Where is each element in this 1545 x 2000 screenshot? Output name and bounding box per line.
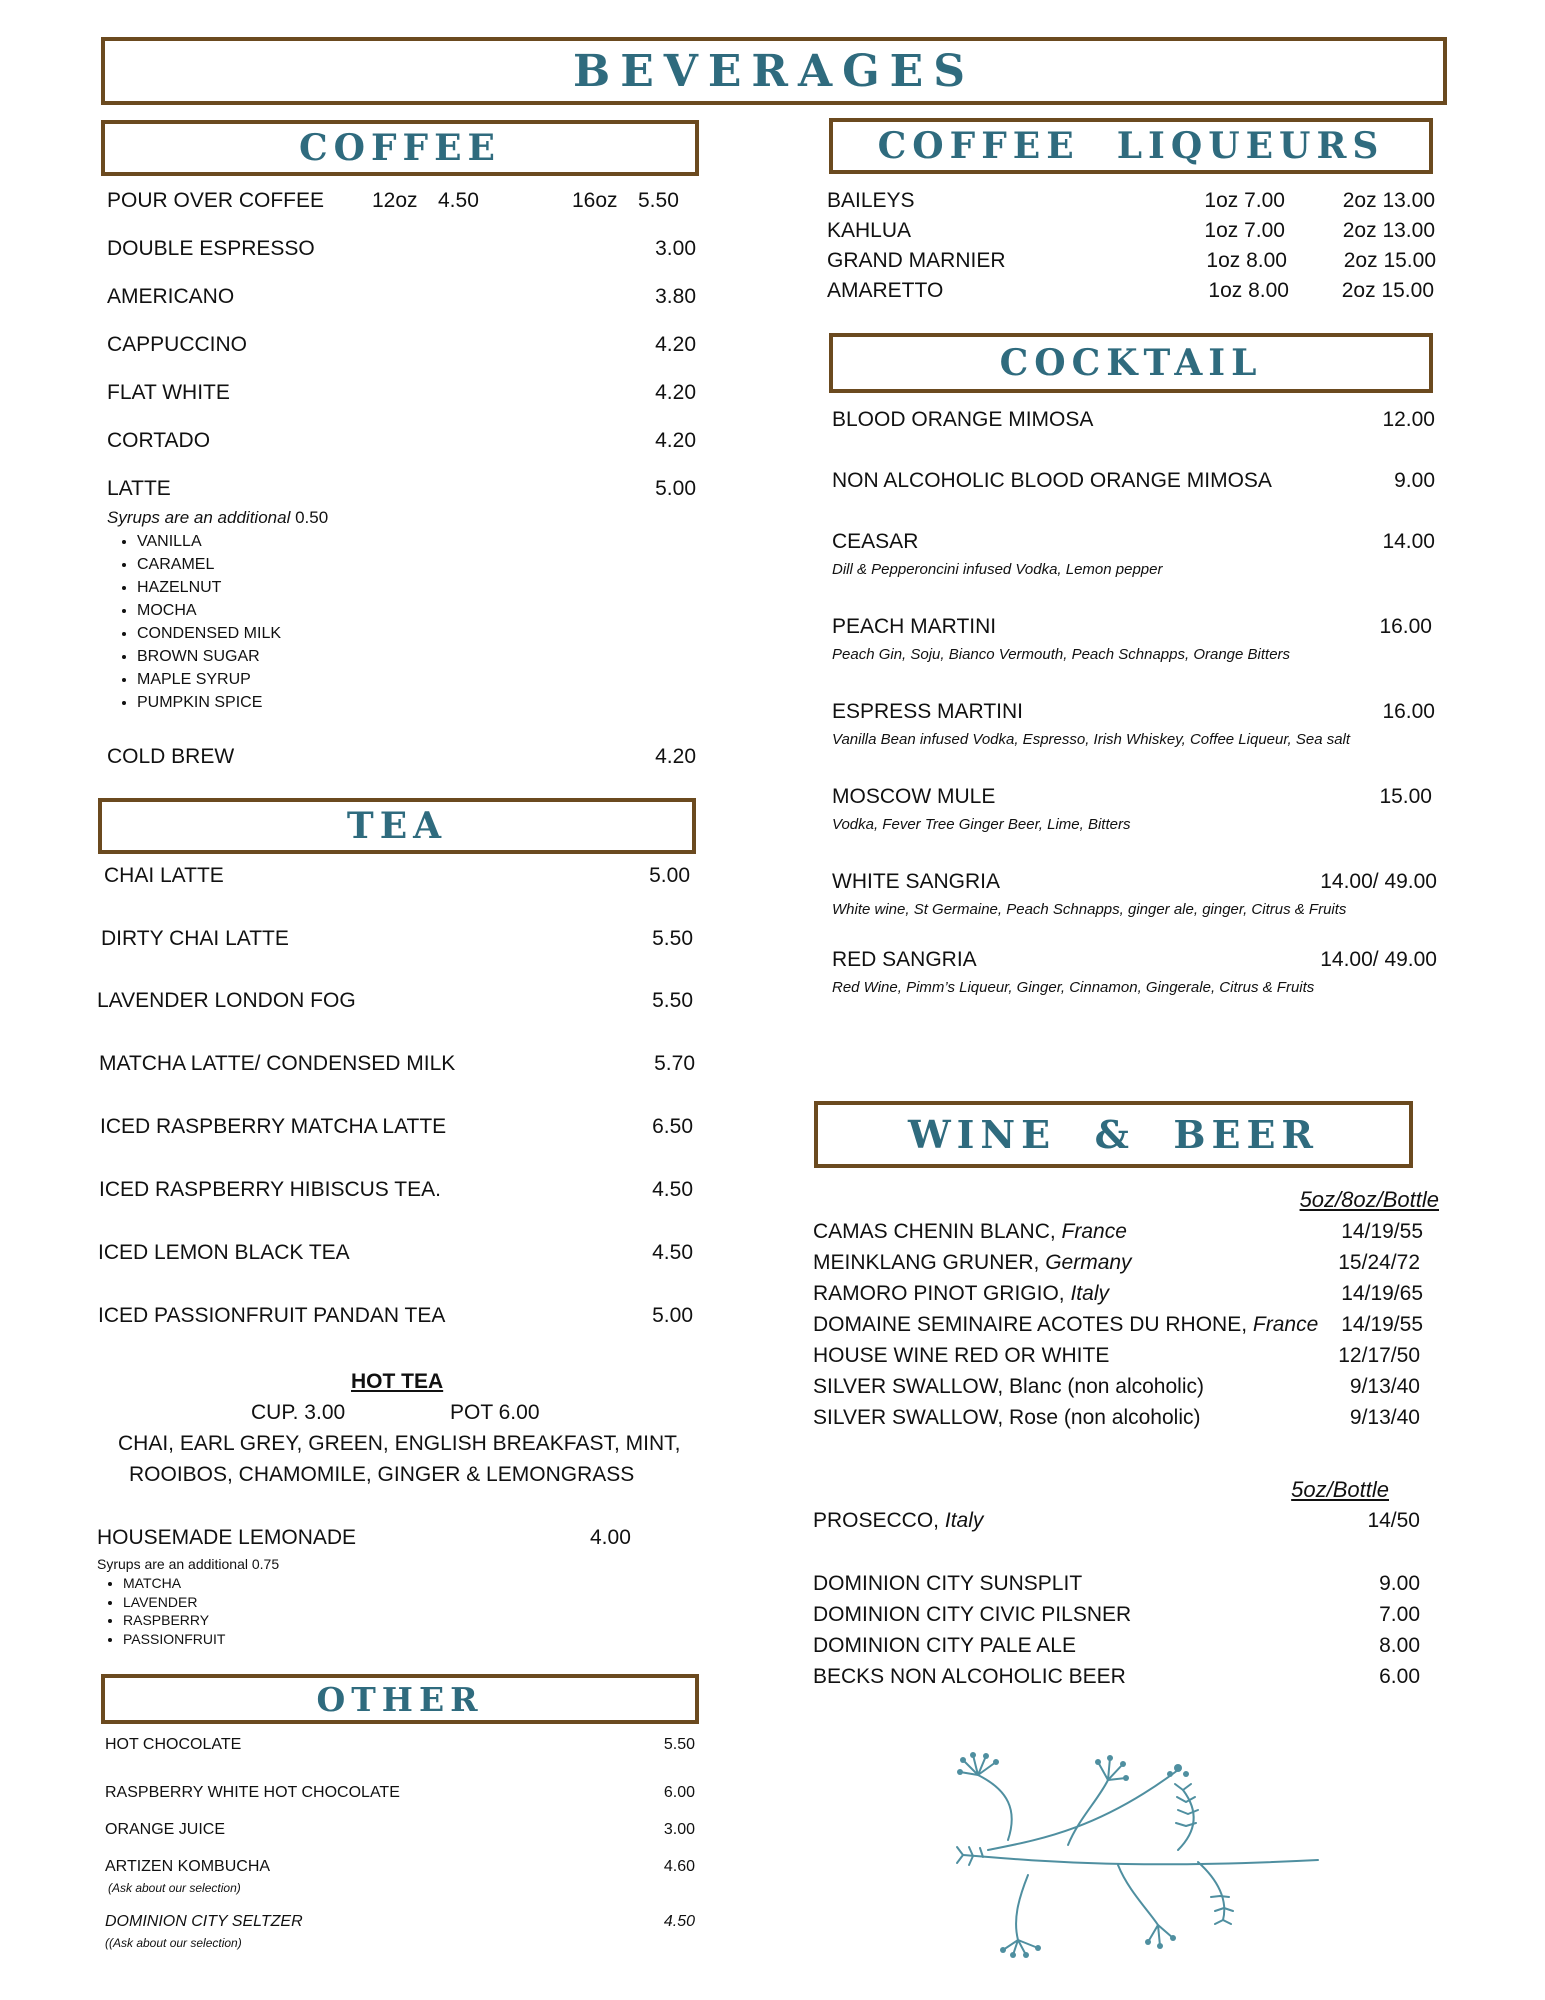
beer-price: 7.00 xyxy=(1379,1603,1420,1626)
cocktail-price: 15.00 xyxy=(1379,785,1432,808)
wine-name: SILVER SWALLOW, Blanc (non alcoholic) xyxy=(813,1375,1204,1398)
beer-name: DOMINION CITY CIVIC PILSNER xyxy=(813,1603,1132,1626)
other-heading: OTHER xyxy=(316,1679,484,1719)
wine-price: 15/24/72 xyxy=(1338,1251,1420,1274)
pour-over-price2: 5.50 xyxy=(638,189,679,212)
prosecco-price: 14/50 xyxy=(1367,1509,1420,1532)
page-title: BEVERAGES xyxy=(573,45,975,97)
beer-name: DOMINION CITY SUNSPLIT xyxy=(813,1572,1083,1595)
cocktail-name: WHITE SANGRIA xyxy=(832,870,1001,893)
coffee-syrups-note: Syrups are an additional 0.50 xyxy=(107,508,329,527)
cocktail-desc: White wine, St Germaine, Peach Schnapps, ginger ale, ginger, Citrus & Fruits xyxy=(832,901,1347,918)
cocktail-price: 14.00/ 49.00 xyxy=(1320,948,1437,971)
pour-over-size2: 16oz xyxy=(572,189,618,212)
liqueur-oz1: 1oz 8.00 xyxy=(1208,279,1289,302)
hot-tea-line2: ROOIBOS, CHAMOMILE, GINGER & LEMONGRASS xyxy=(129,1463,635,1486)
tea-item-price: 5.00 xyxy=(652,1304,693,1327)
syrup-item: • HAZELNUT xyxy=(137,579,281,597)
lemonade-syrups-note: Syrups are an additional 0.75 xyxy=(97,1556,280,1572)
wine-price-header: 5oz/8oz/Bottle xyxy=(1299,1187,1439,1212)
coffee-item-price: 3.80 xyxy=(655,285,696,308)
cocktail-name: PEACH MARTINI xyxy=(832,615,997,638)
cocktail-price: 14.00/ 49.00 xyxy=(1320,870,1437,893)
coffee-item-price: 5.00 xyxy=(655,477,696,500)
syrup-item: • MOCHA xyxy=(137,602,281,620)
syrup-item: • VANILLA xyxy=(137,533,281,551)
tea-item-name: ICED LEMON BLACK TEA xyxy=(98,1241,350,1264)
beverages-title-box xyxy=(101,37,1447,105)
syrup-item: • CARAMEL xyxy=(137,556,281,574)
coffee-item-name: CORTADO xyxy=(107,429,211,452)
wine-name: MEINKLANG GRUNER, Germany xyxy=(813,1251,1132,1274)
coffee-item-price: 4.20 xyxy=(655,381,696,404)
coffee-item-price: 3.00 xyxy=(655,237,696,260)
liqueur-name: BAILEYS xyxy=(827,189,915,212)
wine-name: DOMAINE SEMINAIRE ACOTES DU RHONE, France xyxy=(813,1313,1319,1336)
tea-item-price: 6.50 xyxy=(652,1115,693,1138)
cocktail-desc: Red Wine, Pimm’s Liqueur, Ginger, Cinnamon, Gingerale, Citrus & Fruits xyxy=(832,979,1315,996)
hot-tea-heading: HOT TEA xyxy=(351,1370,444,1393)
wine-name: HOUSE WINE RED OR WHITE xyxy=(813,1344,1110,1367)
tea-item-name: MATCHA LATTE/ CONDENSED MILK xyxy=(99,1052,456,1075)
cocktail-price: 12.00 xyxy=(1382,408,1435,431)
cocktail-name: NON ALCOHOLIC BLOOD ORANGE MIMOSA xyxy=(832,469,1272,492)
cocktail-price: 9.00 xyxy=(1394,469,1435,492)
cocktail-name: MOSCOW MULE xyxy=(832,785,996,808)
wine-price: 14/19/55 xyxy=(1341,1220,1423,1243)
lemonade-syrup-item: • RASPBERRY xyxy=(123,1612,225,1628)
lemonade-syrup-item: • LAVENDER xyxy=(123,1594,225,1610)
hot-tea-cup: CUP. 3.00 xyxy=(251,1401,346,1424)
prosecco-price-header: 5oz/Bottle xyxy=(1291,1477,1389,1502)
wine-price: 9/13/40 xyxy=(1349,1375,1420,1398)
wildflower-illustration xyxy=(948,1750,1328,1960)
tea-item-price: 4.50 xyxy=(652,1178,693,1201)
prosecco-name: PROSECCO, Italy xyxy=(813,1509,984,1532)
liqueur-name: AMARETTO xyxy=(827,279,944,302)
tea-item-name: ICED RASPBERRY MATCHA LATTE xyxy=(100,1115,447,1138)
cocktail-desc: Dill & Pepperoncini infused Vodka, Lemon pepper xyxy=(832,561,1163,578)
wine-price: 14/19/55 xyxy=(1341,1313,1423,1336)
tea-item-price: 4.50 xyxy=(652,1241,693,1264)
coffee-item-price: 4.20 xyxy=(655,333,696,356)
other-item-note: (Ask about our selection) xyxy=(108,1881,241,1895)
tea-heading: TEA xyxy=(346,805,448,847)
pour-over-price1: 4.50 xyxy=(438,189,479,212)
coffee-item-name: AMERICANO xyxy=(107,285,235,308)
pour-over-name: POUR OVER COFFEE xyxy=(107,189,325,212)
other-item-name: DOMINION CITY SELTZER xyxy=(105,1913,303,1930)
tea-heading-box xyxy=(98,798,696,854)
coffee-syrups-list xyxy=(107,533,281,717)
other-item-price: 4.50 xyxy=(663,1913,695,1930)
wine-price: 12/17/50 xyxy=(1338,1344,1420,1367)
wine-beer-heading: WINE & BEER xyxy=(907,1112,1319,1157)
cocktail-desc: Peach Gin, Soju, Bianco Vermouth, Peach Schnapps, Orange Bitters xyxy=(832,646,1291,663)
cocktail-desc: Vodka, Fever Tree Ginger Beer, Lime, Bitters xyxy=(832,816,1131,833)
liqueur-oz1: 1oz 7.00 xyxy=(1204,189,1285,212)
lemonade-price: 4.00 xyxy=(590,1526,631,1549)
cold-brew-price: 4.20 xyxy=(655,745,696,768)
cocktail-name: CEASAR xyxy=(832,530,919,553)
beer-name: DOMINION CITY PALE ALE xyxy=(813,1634,1076,1657)
syrup-item: • CONDENSED MILK xyxy=(137,625,281,643)
wine-price: 9/13/40 xyxy=(1349,1406,1420,1429)
cocktail-price: 16.00 xyxy=(1382,700,1435,723)
beer-price: 9.00 xyxy=(1379,1572,1420,1595)
other-item-price: 6.00 xyxy=(663,1784,695,1801)
coffee-item-name: CAPPUCCINO xyxy=(107,333,248,356)
other-item-note: ((Ask about our selection) xyxy=(105,1936,242,1950)
pour-over-size1: 12oz xyxy=(372,189,418,212)
liqueurs-heading-box xyxy=(829,118,1433,174)
liqueur-oz2: 2oz 13.00 xyxy=(1342,219,1435,242)
beer-name: BECKS NON ALCOHOLIC BEER xyxy=(813,1665,1126,1688)
coffee-item-name: FLAT WHITE xyxy=(107,381,230,404)
other-item-name: ARTIZEN KOMBUCHA xyxy=(105,1858,271,1875)
syrup-item: • BROWN SUGAR xyxy=(137,648,281,666)
tea-item-price: 5.50 xyxy=(652,989,693,1012)
other-item-name: HOT CHOCOLATE xyxy=(105,1736,242,1753)
lemonade-syrups-list xyxy=(97,1575,225,1649)
tea-item-name: LAVENDER LONDON FOG xyxy=(97,989,356,1012)
coffee-heading-box xyxy=(101,120,699,176)
other-item-price: 3.00 xyxy=(663,1821,695,1838)
liqueur-oz2: 2oz 13.00 xyxy=(1342,189,1435,212)
wine-price: 14/19/65 xyxy=(1341,1282,1423,1305)
coffee-item-name: DOUBLE ESPRESSO xyxy=(107,237,315,260)
cocktail-price: 14.00 xyxy=(1382,530,1435,553)
cocktail-heading-box xyxy=(829,333,1433,393)
lemonade-name: HOUSEMADE LEMONADE xyxy=(97,1526,357,1549)
liqueur-name: KAHLUA xyxy=(827,219,912,242)
wine-beer-heading-box xyxy=(814,1101,1413,1168)
cocktail-heading: COCKTAIL xyxy=(999,342,1263,384)
other-item-price: 4.60 xyxy=(663,1858,695,1875)
other-item-name: RASPBERRY WHITE HOT CHOCOLATE xyxy=(105,1784,400,1801)
liqueur-name: GRAND MARNIER xyxy=(827,249,1006,272)
syrup-item: • MAPLE SYRUP xyxy=(137,671,281,689)
liqueurs-heading: COFFEE LIQUEURS xyxy=(877,125,1385,167)
syrup-item: • PUMPKIN SPICE xyxy=(137,694,281,712)
cocktail-name: RED SANGRIA xyxy=(832,948,977,971)
wine-name: RAMORO PINOT GRIGIO, Italy xyxy=(813,1282,1109,1305)
cold-brew-name: COLD BREW xyxy=(107,745,235,768)
tea-item-price: 5.70 xyxy=(654,1052,695,1075)
wine-name: SILVER SWALLOW, Rose (non alcoholic) xyxy=(813,1406,1201,1429)
tea-item-name: ICED RASPBERRY HIBISCUS TEA. xyxy=(99,1178,441,1201)
beer-price: 6.00 xyxy=(1379,1665,1420,1688)
cocktail-desc: Vanilla Bean infused Vodka, Espresso, Irish Whiskey, Coffee Liqueur, Sea salt xyxy=(832,731,1351,748)
other-heading-box xyxy=(101,1674,699,1724)
liqueur-oz2: 2oz 15.00 xyxy=(1341,279,1434,302)
cocktail-name: ESPRESS MARTINI xyxy=(832,700,1023,723)
tea-item-price: 5.00 xyxy=(649,864,690,887)
coffee-item-price: 4.20 xyxy=(655,429,696,452)
coffee-heading: COFFEE xyxy=(298,127,501,169)
hot-tea-line1: CHAI, EARL GREY, GREEN, ENGLISH BREAKFAST, MINT, xyxy=(118,1432,681,1455)
cocktail-price: 16.00 xyxy=(1379,615,1432,638)
coffee-item-name: LATTE xyxy=(107,477,171,500)
liqueur-oz1: 1oz 7.00 xyxy=(1204,219,1285,242)
beer-price: 8.00 xyxy=(1379,1634,1420,1657)
lemonade-syrup-item: • PASSIONFRUIT xyxy=(123,1631,225,1647)
tea-item-price: 5.50 xyxy=(652,927,693,950)
lemonade-syrup-item: • MATCHA xyxy=(123,1575,225,1591)
other-item-price: 5.50 xyxy=(663,1736,695,1753)
tea-item-name: CHAI LATTE xyxy=(104,864,224,887)
tea-item-name: ICED PASSIONFRUIT PANDAN TEA xyxy=(98,1304,446,1327)
liqueur-oz1: 1oz 8.00 xyxy=(1206,249,1287,272)
other-item-name: ORANGE JUICE xyxy=(105,1821,226,1838)
wine-name: CAMAS CHENIN BLANC, France xyxy=(813,1220,1127,1243)
tea-item-name: DIRTY CHAI LATTE xyxy=(101,927,289,950)
liqueur-oz2: 2oz 15.00 xyxy=(1343,249,1436,272)
hot-tea-pot: POT 6.00 xyxy=(450,1401,540,1424)
cocktail-name: BLOOD ORANGE MIMOSA xyxy=(832,408,1094,431)
